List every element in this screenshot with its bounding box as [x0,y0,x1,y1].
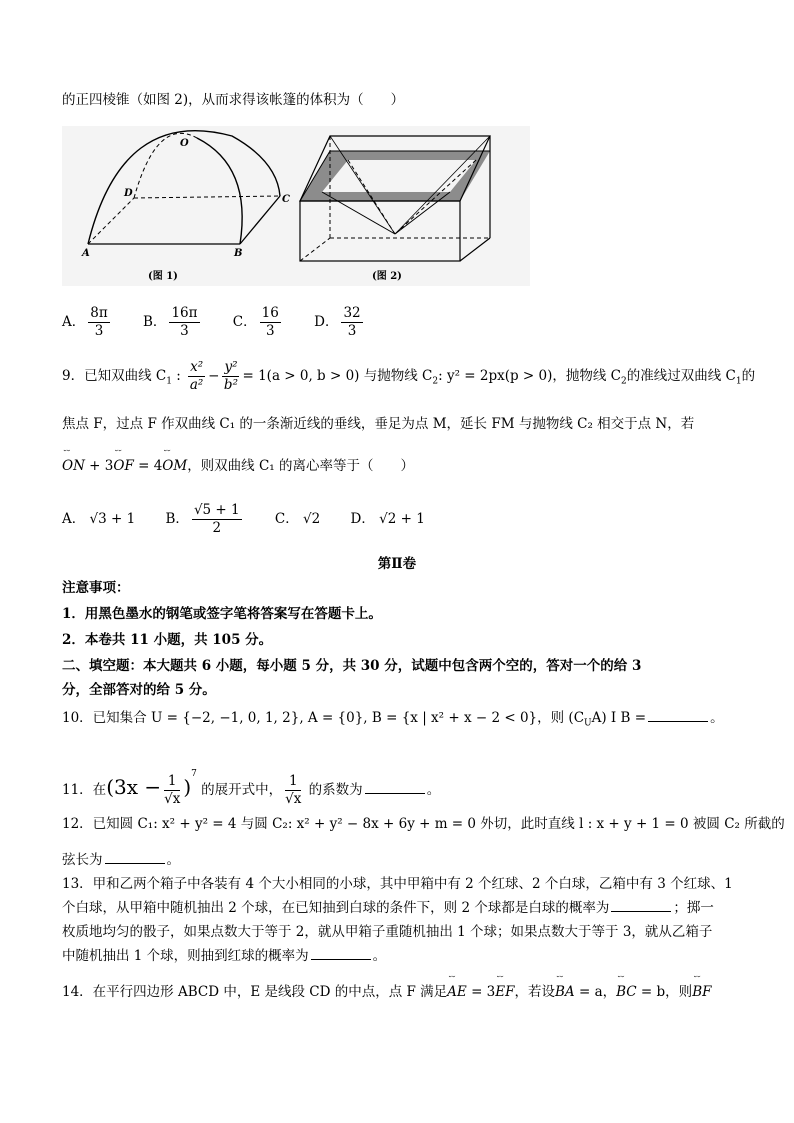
q13-line-3: 枚质地均匀的骰子，如果点数大于等于 2，就从甲箱子重随机抽出 1 个球；如果点数大于等于 3，就从乙箱子 [62,924,713,940]
notice-item-2: 2．本卷共 11 小题，共 105 分。 [62,632,273,648]
q8-options [62,302,392,342]
figure-2-pyramid-box [292,126,530,286]
fig1-label-b: B [234,248,243,259]
notice-heading: 注意事项： [62,580,130,596]
fig1-label-c: C [282,194,290,205]
q9-frac-y: $\frac{\text{y²}}{\text{b²}}$ [223,359,238,393]
q9-option-a: A． √3 + 1 [62,511,136,527]
notice-item-1: 1．用黑色墨水的钢笔或签字笔将答案写在答题卡上。 [62,606,382,622]
q8-option-c: C． $\frac{16}{3}$ [232,305,279,339]
q13-answer-blank-2[interactable] [311,946,371,960]
q8-option-d: D． $\frac{32}{3}$ [314,305,361,339]
fig1-label-a: A [82,248,90,259]
q10-answer-blank[interactable] [648,708,708,722]
figure-1-tent [62,126,294,286]
q13-line-2: 个白球，从甲箱中随机抽出 2 个球，在已知抽到白球的条件下，则 2 个球都是白球的概率为 ；掷一 [62,900,714,916]
fig2-caption: (图 2) [372,271,402,282]
part-2-title: 第Ⅱ卷 [377,556,417,572]
q14: 14．在平行四边形 ABCD 中，E 是线段 CD 的中点，点 F 满足˘˘ AE = 3˘˘ EF，若设˘˘ BA = a，˘˘ BC = b，则˘˘ BF [62,982,711,1002]
q12-answer-blank[interactable] [105,850,165,864]
q11-answer-blank[interactable] [365,780,425,794]
fig1-label-o: O [180,138,189,149]
q13-line-4: 中随机抽出 1 个球，则抽到红球的概率为 。 [62,948,387,964]
q8-stem: 的正四棱锥（如图 2)，从而求得该帐篷的体积为（ ） [62,92,405,108]
q9-option-c: C． √2 [274,511,321,527]
q10: 10．已知集合 U = {−2, −1, 0, 1, 2}, A = {0}, B = {x | x² + x − 2 < 0}，则 $(C_UA)$ I B = 。 [62,710,724,729]
q13-answer-blank-1[interactable] [611,898,671,912]
q8-option-b: B． $\frac{16\pi}{3}$ [143,305,198,339]
q13-line-1: 13．甲和乙两个箱子中各装有 4 个大小相同的小球，其中甲箱中有 2 个红球、2 个白球，乙箱中有 3 个红球、1 [62,876,733,892]
q12-line-2: 弦长为 。 [62,852,180,868]
q9-option-b: B． $\frac{√5 + 1}{2}$ [165,502,240,536]
fig1-label-d: D [124,188,133,199]
section-heading-cont: 分，全部答对的给 5 分。 [62,682,216,698]
q9-frac-x: $\frac{\text{x²}}{\text{a²}}$ [189,359,204,393]
section-heading: 二、填空题：本大题共 6 小题，每小题 5 分，共 30 分，试题中包含两个空的，答对一个的给 3 [62,658,642,674]
q12-line-1: 12．已知圆 C₁: x² + y² = 4 与圆 C₂: x² + y² − 8x + 6y + m = 0 外切，此时直线 l : x + y + 1 = 0 被圆 C₂ 所截的 [62,816,785,832]
q11: 11．在(3x − $\frac{1}{√x}$ )$^7$ 的展开式中， $\frac{1}{√x}$ 的系数为 。 [62,769,441,807]
q9-options [62,500,451,538]
fig1-caption: (图 1) [148,271,178,282]
q9-line-3: ˘˘ ON + 3˘˘ OF = 4˘˘ OM，则双曲线 C₁ 的离心率等于（ ） [62,456,414,476]
q9-option-d: D． √2 + 1 [350,511,425,527]
q8-option-a: A． $\frac{8\pi}{3}$ [62,305,108,339]
q9-line-1: 9．已知双曲线 $C_1$ : $\frac{\text{x²}}{\text{a²}}$ − $\frac{\text{y²}}{\text{b²}}$ = 1(a > 0, b > 0) 与抛物线 $C_2$: y² = 2px(p > 0)，抛物线 $C_2$的准线过双曲线 $C_1$的 [62,359,756,393]
q9-line-2: 焦点 F，过点 F 作双曲线 C₁ 的一条渐近线的垂线，垂足为点 M，延长 FM 与抛物线 C₂ 相交于点 N，若 [62,416,695,432]
